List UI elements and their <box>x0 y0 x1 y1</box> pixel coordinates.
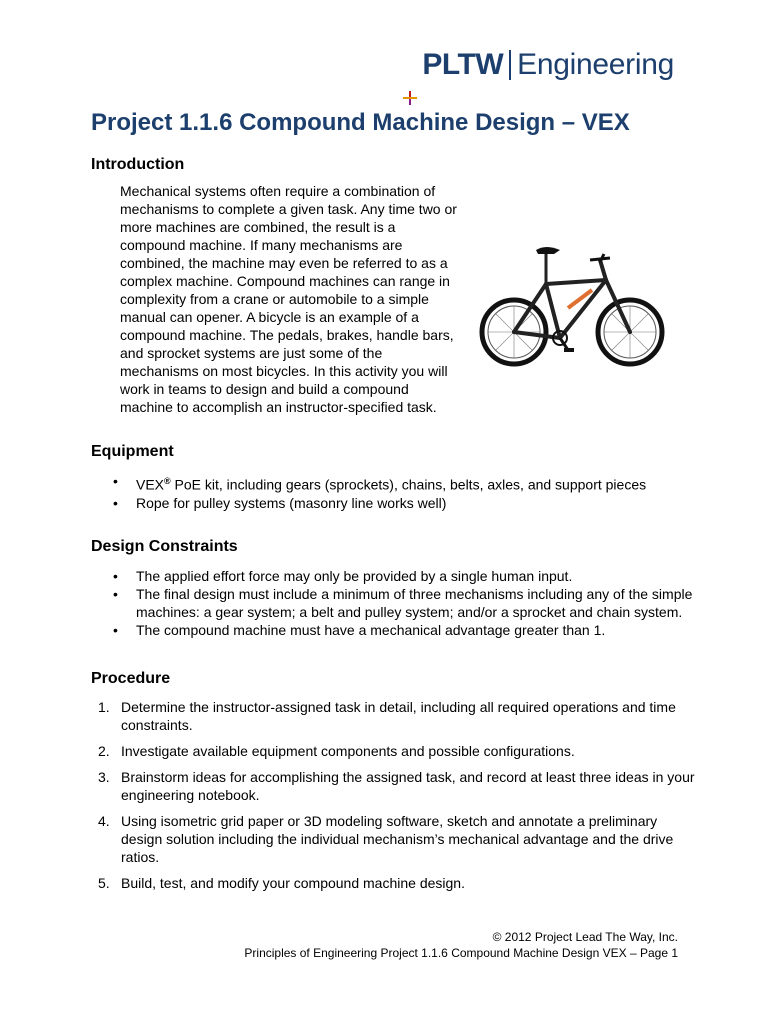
page-info-text: Principles of Engineering Project 1.1.6 Compound Machine Design VEX – Page 1 <box>244 946 678 960</box>
equipment-item-text: Rope for pulley systems (masonry line works well) <box>136 494 447 511</box>
equipment-item-text: PoE kit, including gears (sprockets), chains, belts, axles, and support pieces <box>170 476 647 493</box>
step-text: Investigate available equipment components and possible configurations. <box>121 743 575 759</box>
list-item <box>91 768 701 804</box>
logo-divider <box>509 50 511 80</box>
copyright-text: © 2012 Project Lead The Way, Inc. <box>492 930 678 944</box>
step-text: Build, test, and modify your compound machine design. <box>121 875 465 891</box>
registered-mark: ® <box>164 476 171 486</box>
step-number: 1. <box>98 699 110 715</box>
equipment-list <box>91 472 696 512</box>
equipment-item-prefix: VEX <box>136 476 165 493</box>
equipment-heading: Equipment <box>91 443 174 460</box>
list-item <box>91 494 696 512</box>
list-item <box>91 874 701 892</box>
introduction-heading: Introduction <box>91 156 185 173</box>
list-item <box>91 742 701 760</box>
list-item <box>91 698 701 734</box>
page-footer <box>244 929 678 961</box>
list-item: • The applied effort force may only be provided by a single human input. <box>91 567 696 585</box>
logo-division: Engineering <box>517 48 674 81</box>
step-number: 4. <box>98 813 110 829</box>
step-text: Brainstorm ideas for accomplishing the assigned task, and record at least three ideas in your engineering notebook. <box>121 769 695 803</box>
list-item: • The compound machine must have a mechanical advantage greater than 1. <box>91 621 696 639</box>
step-number: 3. <box>98 769 110 785</box>
pltw-logo <box>422 48 674 82</box>
procedure-list <box>91 698 701 900</box>
constraints-list <box>91 567 696 639</box>
anchor-cross-icon <box>403 91 417 105</box>
list-item: • The final design must include a minimum of three mechanisms including any of the simple machines: a gear system; a belt and pulley system; and/or a sprocket and chain system. <box>91 585 696 621</box>
list-item <box>91 812 701 866</box>
step-number: 2. <box>98 743 110 759</box>
procedure-heading: Procedure <box>91 670 171 687</box>
step-number: 5. <box>98 875 110 891</box>
bicycle-illustration <box>478 240 668 370</box>
page-title: Project 1.1.6 Compound Machine Design – VEX <box>91 109 630 136</box>
logo-brand: PLTW <box>422 48 504 81</box>
step-text: Determine the instructor-assigned task in detail, including all required operations and time constraints. <box>121 699 676 733</box>
introduction-text: Mechanical systems often require a combination of mechanisms to complete a given task. Any time two or more machines are combined, the result is a compound machine. If many mechanisms are combined, the machine may even be referred to as a complex machine. Compound machines can range in complexity from a crane or automobile to a simple manual can opener. A bicycle is an example of a compound machine. The pedals, brakes, handle bars, and sprocket systems are just some of the mechanisms on most bicycles. In this activity you will work in teams to design and build a compound machine to accomplish an instructor-specified task. <box>120 183 457 415</box>
list-item <box>91 472 696 494</box>
step-text: Using isometric grid paper or 3D modeling software, sketch and annotate a preliminary design solution including the individual mechanism’s mechanical advantage and the drive ratios. <box>121 813 674 865</box>
constraints-heading: Design Constraints <box>91 538 238 555</box>
